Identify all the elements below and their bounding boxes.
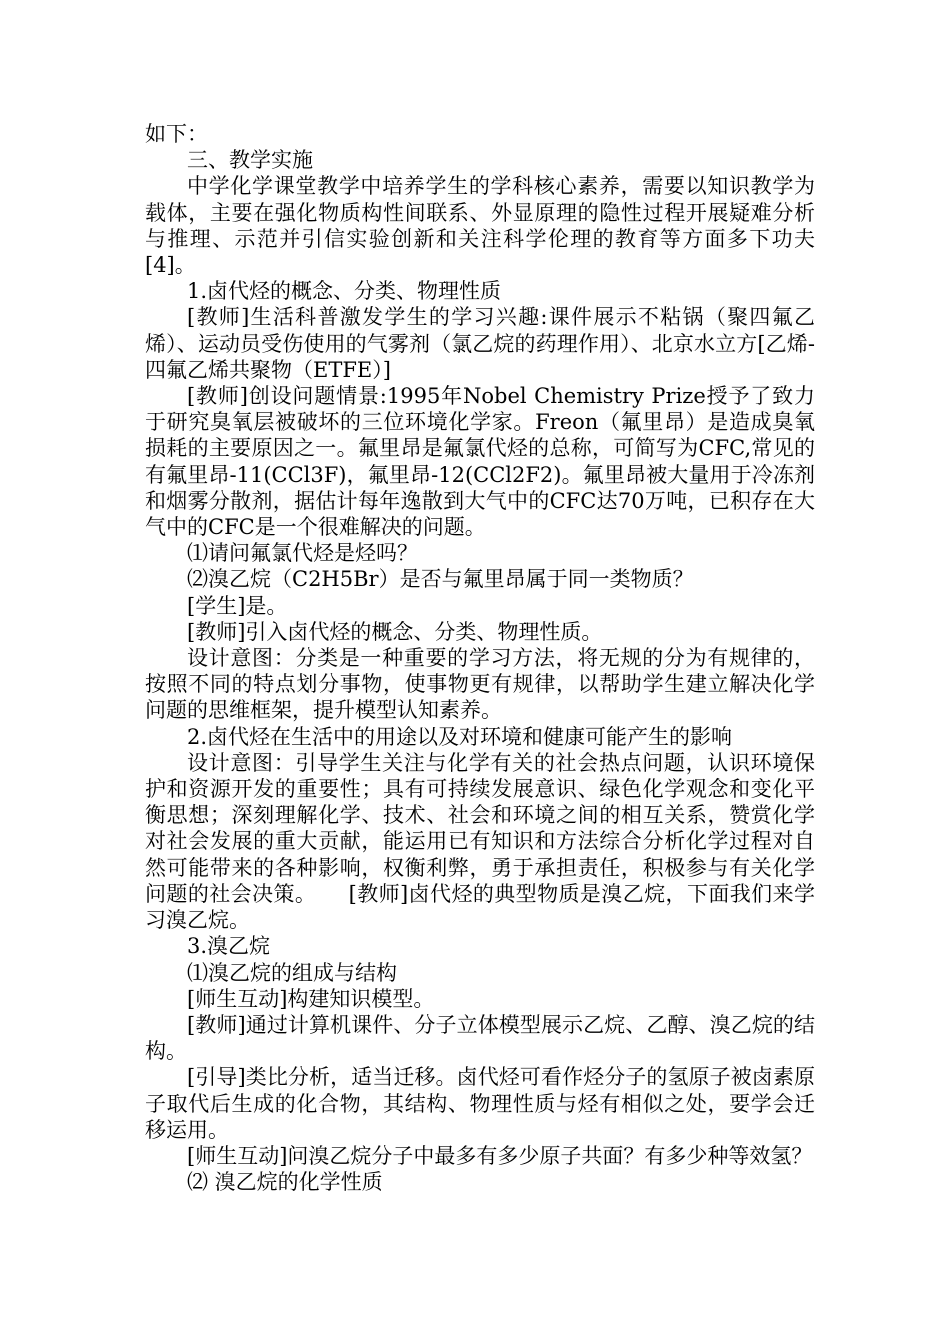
- paragraph: [学生]是。: [187, 593, 288, 618]
- paragraph: 1.卤代烃的概念、分类、物理性质: [187, 279, 502, 304]
- paragraph: 三、教学实施: [187, 148, 313, 173]
- paragraph: 2.卤代烃在生活中的用途以及对环境和健康可能产生的影响: [187, 724, 733, 749]
- document-body: [145, 121, 815, 1195]
- paragraph: 设计意图：分类是一种重要的学习方法，将无规的分为有规律的，按照不同的特点划分事物，使事物更有规律，以帮助学生建立解决化学问题的思维框架，提升模型认知素养。: [145, 646, 815, 723]
- paragraph: ⑴溴乙烷的组成与结构: [187, 960, 397, 985]
- paragraph: 如下：: [145, 122, 208, 146]
- paragraph: [教师]引入卤代烃的概念、分类、物理性质。: [187, 619, 603, 644]
- paragraph: ⑴请问氟氯代烃是烃吗？: [187, 541, 418, 566]
- paragraph: 中学化学课堂教学中培养学生的学科核心素养，需要以知识教学为载体，主要在强化物质构性间联系、外显原理的隐性过程开展疑难分析与推理、示范并引信实验创新和关注科学伦理的教育等方面多下功夫[4]。: [145, 174, 815, 278]
- paragraph: [教师]通过计算机课件、分子立体模型展示乙烷、乙醇、溴乙烷的结构。: [145, 1012, 815, 1064]
- paragraph: ⑵溴乙烷（C2H5Br）是否与氟里昂属于同一类物质？: [187, 567, 694, 592]
- paragraph: [教师]生活科普激发学生的学习兴趣:课件展示不粘锅（聚四氟乙烯）、运动员受伤使用的气雾剂（氯乙烷的药理作用）、北京水立方[乙烯-四氟乙烯共聚物（ETFE）]: [145, 305, 815, 382]
- paragraph: [引导]类比分析，适当迁移。卤代烃可看作烃分子的氢原子被卤素原子取代后生成的化合物，其结构、物理性质与烃有相似之处，要学会迁移运用。: [145, 1065, 815, 1142]
- paragraph: 3.溴乙烷: [187, 934, 271, 959]
- paragraph: [师生互动]构建知识模型。: [187, 986, 435, 1011]
- paragraph: ⑵ 溴乙烷的化学性质: [187, 1170, 383, 1195]
- paragraph: 设计意图：引导学生关注与化学有关的社会热点问题，认识环境保护和资源开发的重要性；具有可持续发展意识、绿色化学观念和变化平衡思想；深刻理解化学、技术、社会和环境之间的相互关系，赞赏化学对社会发展的重大贡献，能运用已有知识和方法综合分析化学过程对自然可能带来的各种影响，权衡利弊，勇于承担责任，积极参与有关化学问题的社会决策。 [教师]卤代烃的典型物质是溴乙烷，下面我们来学习溴乙烷。: [145, 750, 815, 933]
- paragraph: [师生互动]问溴乙烷分子中最多有多少原子共面？有多少种等效氢？: [187, 1143, 813, 1168]
- paragraph: [教师]创设问题情景:1995年Nobel Chemistry Prize授予了致力于研究臭氧层被破坏的三位环境化学家。Freon（氟里昂）是造成臭氧损耗的主要原因之一。氟里昂是氟氯代烃的总称，可简写为CFC,常见的有氟里昂-11(CCl3F)，氟里昂-12(CCl2F2)。氟里昂被大量用于冷冻剂和烟雾分散剂，据估计每年逸散到大气中的CFC达70万吨，已积存在大气中的CFC是一个很难解决的问题。: [145, 384, 815, 540]
